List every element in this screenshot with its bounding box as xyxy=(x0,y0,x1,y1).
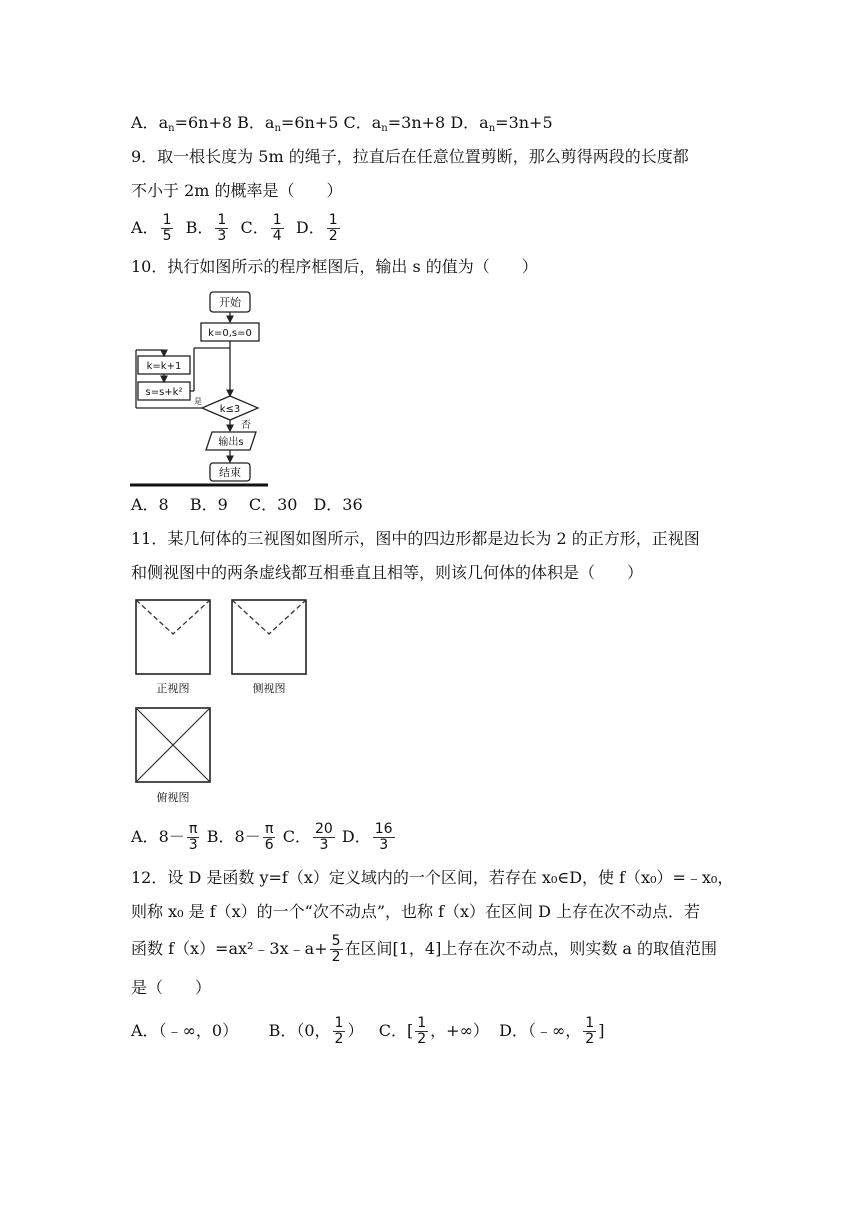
q12-stem-line1: 12．设 D 是函数 y=f（x）定义域内的一个区间，若存在 x₀∈D，使 f（x₀）=﹣x₀， xyxy=(131,868,734,887)
q9-stem-line2: 不小于 2m 的概率是（ ） xyxy=(131,181,343,200)
q11-side-view xyxy=(226,594,312,700)
q9-option-d: D． $\frac{1}{2}$ xyxy=(295,212,338,244)
side-view-caption: 侧视图 xyxy=(252,682,286,695)
q9-option-a: A． $\frac{1}{5}$ xyxy=(131,212,172,244)
flow-output: 输出s xyxy=(218,437,244,448)
q8-options: A．$a_n=6n+8$ B．$a_n=6n+5$ C．$a_n=3n+8$ D．$a_n=3n+5$ xyxy=(131,113,553,134)
flow-start: 开始 xyxy=(219,296,241,309)
q11-option-a: A．8－ $\frac{\pi}{3}$ xyxy=(131,821,198,853)
q9-option-c: C． $\frac{1}{4}$ xyxy=(240,212,282,244)
q11-top-view xyxy=(130,702,216,808)
q12-option-a: A．（﹣∞，0） xyxy=(131,1021,239,1040)
q12-stem-line3: 函数 f（x）=ax²﹣3x﹣a+ $\frac{5}{2}$ 在区间[1，4]上存在次不动点，则实数 a 的取值范围 xyxy=(131,933,718,965)
flow-init: k=0,s=0 xyxy=(208,328,252,339)
q12-stem-line4: 是（ ） xyxy=(131,978,212,997)
q9-stem-line1: 9．取一根长度为 5m 的绳子，拉直后在任意位置剪断，那么剪得两段的长度都 xyxy=(131,147,689,166)
q11-option-c: C． $\frac{20}{3}$ xyxy=(282,821,333,853)
q12-stem-line2: 则称 x₀ 是 f（x）的一个“次不动点”，也称 f（x）在区间 D 上存在次不动点．若 xyxy=(131,902,701,921)
q11-option-d: D． $\frac{16}{3}$ xyxy=(341,821,393,853)
q12-option-c: C．[ $\frac{1}{2}$ ，+∞） xyxy=(378,1015,489,1047)
q9-options xyxy=(131,213,342,244)
q12-option-d: D．（﹣∞， $\frac{1}{2}$ ] xyxy=(499,1015,605,1047)
front-view-caption: 正视图 xyxy=(156,682,190,695)
flow-step1: k=k+1 xyxy=(146,361,182,372)
q12-fraction: $\frac{5}{2}$ xyxy=(331,933,341,965)
flow-step2: s=s+k² xyxy=(145,387,183,398)
q12-option-b: B．（0， $\frac{1}{2}$ ） xyxy=(268,1015,364,1047)
top-view-caption: 俯视图 xyxy=(156,791,190,804)
q11-stem-line2: 和侧视图中的两条虚线都互相垂直且相等，则该几何体的体积是（ ） xyxy=(131,563,644,582)
flow-end: 结束 xyxy=(219,466,241,479)
flow-yes: 是 xyxy=(194,397,202,406)
q11-stem-line1: 11．某几何体的三视图如图所示，图中的四边形都是边长为 2 的正方形，正视图 xyxy=(131,529,700,548)
flow-no: 否 xyxy=(241,420,251,431)
q10-options: A．8 B．9 C．30 D．36 xyxy=(131,495,363,514)
q9-option-b: B． $\frac{1}{3}$ xyxy=(185,212,227,244)
q10-flowchart xyxy=(128,288,270,488)
q12-options xyxy=(131,1016,604,1047)
q11-front-view xyxy=(130,594,216,700)
q10-stem: 10．执行如图所示的程序框图后，输出 s 的值为（ ） xyxy=(131,257,538,276)
q11-options xyxy=(131,822,397,853)
q11-option-b: B．8－ $\frac{\pi}{6}$ xyxy=(206,821,274,853)
flow-condition: k≤3 xyxy=(219,404,241,415)
